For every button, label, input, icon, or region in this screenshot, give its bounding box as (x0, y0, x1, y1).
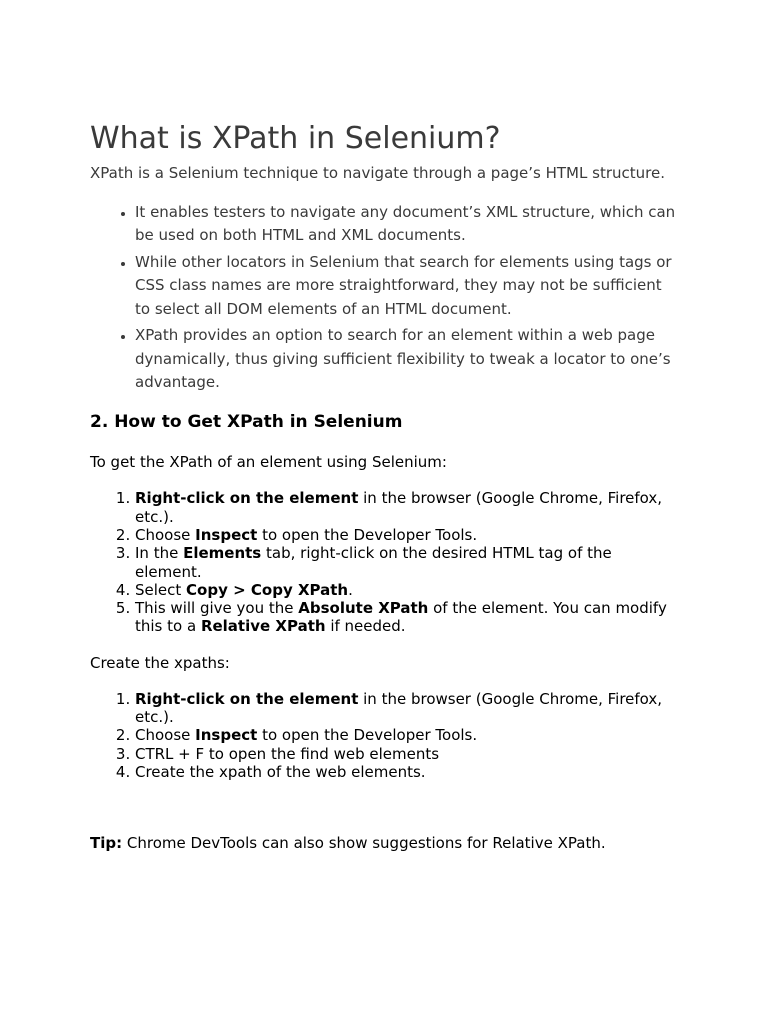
step-text: in the browser (Google Chrome, Firefox, etc.). (135, 689, 663, 727)
step-item (135, 526, 680, 544)
step-text: Choose (135, 525, 196, 544)
step-item (135, 544, 680, 581)
step-text: . (348, 580, 353, 599)
tip-label: Tip: (90, 834, 123, 853)
step-item (135, 599, 680, 636)
tip-paragraph (90, 833, 680, 853)
get-xpath-steps (90, 489, 680, 635)
step-bold: Inspect (195, 726, 258, 745)
create-intro: Create the xpaths: (90, 653, 230, 672)
step-bold: Elements (183, 544, 262, 563)
create-xpath-steps (90, 690, 680, 781)
page-title: What is XPath in Selenium? (90, 121, 501, 156)
step-bold: Relative XPath (200, 617, 326, 636)
step-text: if needed. (325, 617, 406, 636)
section-intro: To get the XPath of an element using Selenium: (90, 453, 447, 472)
step-text: Choose (135, 726, 196, 745)
step-bold: Inspect (195, 525, 258, 544)
feature-bullet-list (90, 201, 680, 394)
step-item: 3. CTRL + F to open the find web elements (135, 745, 680, 763)
step-text: to open the Developer Tools. (257, 525, 478, 544)
intro-paragraph: XPath is a Selenium technique to navigate through a page’s HTML structure. (90, 164, 665, 182)
step-bold: Right-click on the element (135, 689, 359, 708)
step-bold: Copy > Copy XPath (186, 580, 349, 599)
document-content (90, 118, 680, 853)
step-text: tab, right-click on the desired HTML tag of the element. (135, 544, 612, 581)
step-bold: Absolute XPath (298, 599, 429, 618)
step-item (135, 726, 680, 744)
step-text: of the element. You can modify this to a (135, 599, 667, 636)
step-text: to open the Developer Tools. (257, 726, 478, 745)
step-item (135, 489, 680, 526)
section-heading: 2. How to Get XPath in Selenium (90, 412, 403, 433)
tip-text: Chrome DevTools can also show suggestions for Relative XPath. (122, 834, 606, 853)
step-text: This will give you the (135, 599, 299, 618)
step-item: 4. Create the xpath of the web elements. (135, 763, 680, 781)
step-bold: Right-click on the element (135, 489, 359, 508)
bullet-item: • While other locators in Selenium that search for elements using tags or CSS class names are more straightforward, they may not be sufficient to select all DOM elements of an HTML document. (135, 251, 680, 321)
step-text: Select (135, 580, 187, 599)
step-item (135, 581, 680, 599)
bullet-item: • XPath provides an option to search for an element within a web page dynamically, thus giving sufficient flexibility to tweak a locator to one’s advantage. (135, 324, 680, 394)
step-item (135, 690, 680, 727)
step-text: in the browser (Google Chrome, Firefox, etc.). (135, 489, 663, 526)
bullet-item: • It enables testers to navigate any document’s XML structure, which can be used on both HTML and XML documents. (135, 201, 680, 248)
step-text: In the (135, 544, 184, 563)
